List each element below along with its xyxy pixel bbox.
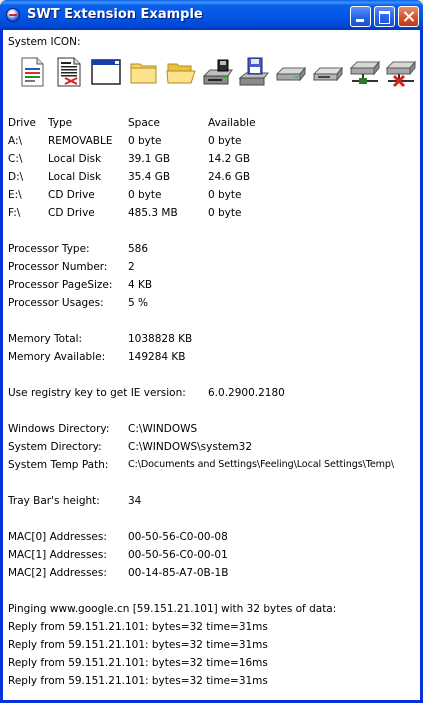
drive-letter: D:\ [8,171,24,183]
info-value: C:\WINDOWS\system32 [128,441,252,453]
drive-row [8,187,408,203]
info-value: C:\Documents and Settings\Feeling\Local Settings\Temp\ [128,459,395,470]
mac-address-row [8,547,408,563]
ping-reply-line: Reply from 59.151.21.101: bytes=32 time=31ms [8,639,268,651]
info-value: 586 [128,243,149,255]
ping-reply-line: Reply from 59.151.21.101: bytes=32 time=16ms [8,657,268,669]
drives-header [8,115,408,131]
info-label: Processor Usages: [8,297,104,309]
info-label: Memory Total: [8,333,83,345]
drive-row [8,169,408,185]
mac-address-row [8,529,408,545]
document-icon [16,56,48,88]
drive-type: CD Drive [48,207,95,219]
folder-open-icon [165,56,197,88]
application-window-icon [90,56,122,88]
ping-header-line: Pinging www.google.cn [59.151.21.101] with 32 bytes of data: [8,603,337,615]
drive-type: Local Disk [48,153,102,165]
info-value: 149284 KB [128,351,186,363]
app-icon[interactable] [6,8,20,22]
processor-type-row [8,241,408,257]
ie-version-row [8,385,408,401]
system-icon-strip [16,56,416,90]
system-directory-row [8,439,418,455]
info-label: System Directory: [8,441,102,453]
info-value: C:\WINDOWS [128,423,198,435]
minimize-button[interactable] [350,6,371,27]
info-label: Use registry key to get IE version: [8,387,186,399]
drive-available: 24.6 GB [208,171,251,183]
info-value: 4 KB [128,279,153,291]
info-value: 34 [128,495,142,507]
drive-letter: C:\ [8,153,23,165]
drive-letter: E:\ [8,189,22,201]
col-type: Type [48,117,73,129]
hard-disk-icon [275,56,307,88]
title-bar[interactable] [0,0,423,30]
drive-letter: F:\ [8,207,21,219]
tray-height-row [8,493,408,509]
network-drive-disconnected-icon [385,56,417,88]
removable-drive-icon [312,56,344,88]
info-label: Processor Type: [8,243,90,255]
info-label: MAC[1] Addresses: [8,549,107,561]
info-value: 00-14-85-A7-0B-1B [128,567,229,579]
drive-type: CD Drive [48,189,95,201]
drive-space: 485.3 MB [128,207,178,219]
drive-type: Local Disk [48,171,102,183]
content-area [3,30,420,700]
drive-space: 0 byte [128,189,162,201]
windows-directory-row [8,421,418,437]
drive-type: REMOVABLE [48,135,113,147]
system-temp-path-row [8,457,418,473]
col-space: Space [128,117,160,129]
info-label: Windows Directory: [8,423,110,435]
floppy-drive-icon [202,56,234,88]
memory-total-row [8,331,408,347]
window-title: SWT Extension Example [27,7,203,22]
folder-closed-icon [128,56,160,88]
processor-usages-row [8,295,408,311]
info-label: Memory Available: [8,351,106,363]
info-label: System Temp Path: [8,459,109,471]
drive-row [8,151,408,167]
system-icon-label: System ICON: [8,36,81,48]
drive-available: 0 byte [208,207,242,219]
col-drive: Drive [8,117,36,129]
drive-letter: A:\ [8,135,23,147]
memory-available-row [8,349,408,365]
drive-available: 0 byte [208,135,242,147]
drive-available: 0 byte [208,189,242,201]
processor-pagesize-row [8,277,408,293]
maximize-button[interactable] [374,6,395,27]
info-label: MAC[0] Addresses: [8,531,107,543]
drive-space: 39.1 GB [128,153,171,165]
info-value: 6.0.2900.2180 [208,387,285,399]
info-label: Processor Number: [8,261,108,273]
drive-space: 0 byte [128,135,162,147]
col-available: Available [208,117,256,129]
info-value: 2 [128,261,135,273]
drive-row [8,205,408,221]
processor-number-row [8,259,408,275]
network-drive-icon [349,56,381,88]
drive-row [8,133,408,149]
mac-address-row [8,565,408,581]
info-value: 00-50-56-C0-00-08 [128,531,228,543]
drive-space: 35.4 GB [128,171,171,183]
info-label: Tray Bar's height: [8,495,100,507]
ping-reply-line: Reply from 59.151.21.101: bytes=32 time=31ms [8,621,268,633]
save-floppy-icon [238,56,270,88]
ping-reply-line: Reply from 59.151.21.101: bytes=32 time=31ms [8,675,268,687]
info-value: 00-50-56-C0-00-01 [128,549,228,561]
drive-available: 14.2 GB [208,153,251,165]
text-document-icon [53,56,85,88]
info-label: Processor PageSize: [8,279,113,291]
info-value: 5 % [128,297,148,309]
info-label: MAC[2] Addresses: [8,567,107,579]
close-button[interactable] [398,6,419,27]
info-value: 1038828 KB [128,333,193,345]
